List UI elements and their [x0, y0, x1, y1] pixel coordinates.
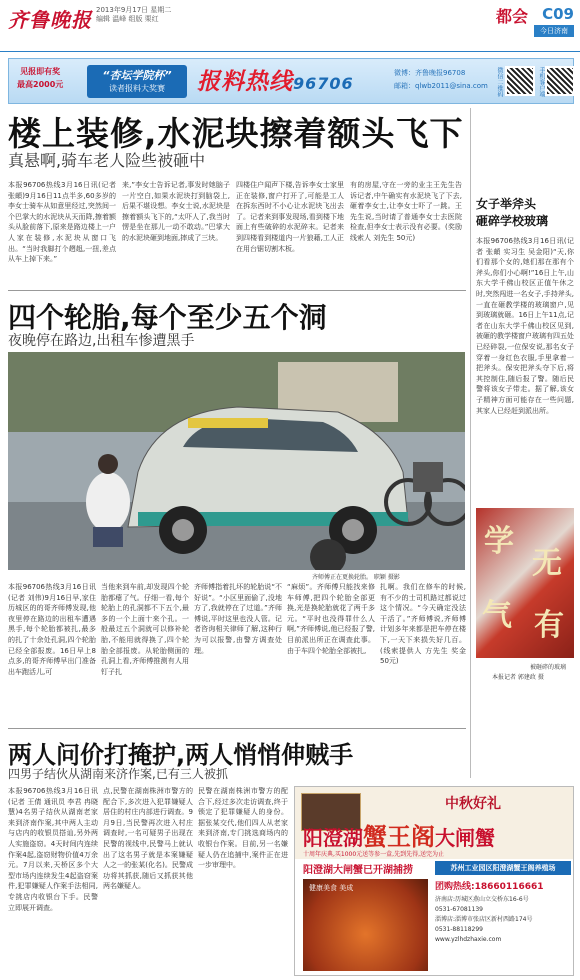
story2-col3: 齐师傅指着扎坏的轮胎说“不好说”。“小区里面偷了,没地方了,我就停在了过道。”齐师傅说,平时这里也没人管。记者咨询相关律师了解,这种行为可以报警,由警方调查处理。 [194, 583, 282, 655]
ad-address-jinan: 济南店:历城区燕山立交桥东16-6号 [435, 896, 529, 903]
qr2-label: 手机客户端 [538, 67, 545, 97]
hotline-banner [8, 58, 574, 104]
ad-brand-part2: 蟹王阁 [363, 823, 435, 851]
story3-col3: 民警在湖南株洲市警方的配合下,经过多次走访调查,终于锁定了犯罪嫌疑人的身份。据张某交代,他们四人从老家来到济南,专门挑选商场内的收银台作案。目前,另一名嫌疑人仍在追捕中,案件正在进一步审理中。 [198, 787, 288, 870]
ad-farm-name: 苏州工业园区阳澄湖蟹王阁养殖场 [435, 861, 571, 875]
newspaper-logo: 齐鲁晚报 [8, 8, 92, 32]
ad-brand [303, 817, 495, 852]
story2-col1: 本报96706热线3月16日讯(记者 刘伟)9月16日早,家住历城区的的哥齐师傅发现,他夜里停在路边的出租车遭遇黑手,每个轮胎都被扎,最多的扎了十余处孔洞,四个轮胎已经全部报废。16日早上8点多,的哥齐师傅早出门准备出车跑活儿,可 [8, 583, 96, 676]
contact-info [394, 67, 488, 93]
ad-addresses [435, 895, 571, 945]
section-name: 都会 [495, 7, 528, 26]
ad-phone2: 0531-88118299 [435, 926, 483, 933]
divider [8, 290, 466, 291]
contest-name: “杏坛学院杯” [102, 69, 172, 82]
issue-date: 2013年9月17日 星期二 [96, 6, 172, 14]
crab-advertisement [294, 786, 574, 976]
ad-phone1: 0531-67081139 [435, 906, 483, 913]
story2-subhead: 夜晚停在路边,出租车惨遭黑手 [8, 333, 195, 349]
editors-line: 编辑 温峰 组版 栗红 [96, 15, 159, 23]
banner-prize-line2: 最高2000元 [17, 80, 64, 89]
ad-hotline-label: 团购热线: [435, 882, 475, 892]
story3-col2: 点,民警在湖南株洲市警方的配合下,多次进入犯罪嫌疑人居住的村庄内部进行调查。9月9日,当民警再次进入村庄调查时,一名可疑男子出现在民警的视线中,民警马上就认出了这名男子就是本案嫌疑人之一的张某(化名)。民警成功将其抓获,随后又抓获其他两名嫌疑人。 [103, 787, 193, 891]
dateline [96, 6, 171, 24]
qr-code-icon [545, 66, 575, 96]
story2-photo-caption: 齐师傅正在更换轮胎。 职颖 摄影 [312, 574, 400, 581]
story1-col3: 四楼住户闻声下楼,告诉李女士家里正在装修,窗户打开了,可能是工人在拆东西时不小心让水泥块飞出去了。记者来到事发现场,看到楼下地面上有些破碎的水泥碎末。记者来到四楼看到楼道内一片狼藉,工人正在用台锯切割木板。 [236, 181, 344, 253]
story2-headline: 四个轮胎,每个至少五个洞 [8, 301, 327, 334]
taxi-photo-illustration [8, 352, 465, 570]
hotline-title [197, 63, 354, 96]
photo-glyph: 学 [484, 524, 514, 559]
story1-col4: 有的房屋,守在一旁的业主王先生告诉记者,中午确实有水泥块飞了下去,砸着李女士,让李女士吓了一跳。王先生说,当时请了普通李女士去医院检查,但李女士表示没有必要。(奖励线索人 刘先生 50元) [350, 181, 462, 242]
story3-col1: 本报96706热线3月16日讯(记者 王倩 通讯员 李君 冉晓慧)4名男子结伙从湖南老家来到济南作案,其中两人主动与店内的收银员搭讪,另外两人实施盗窃。4天时间内连续作案4起,盗窃财物价值4万余元。7月以来,天桥区多个大型市场内连续发生4起盗窃案件,犯罪嫌疑人作案手法相同,专挑店内收银台下手。民警立即展开调查。 [8, 787, 98, 912]
ad-address-zibo: 淄博店:淄博市张店区新村西路174号 [435, 916, 533, 923]
sidebar-caption: 被砸碎的玻璃 [530, 664, 567, 671]
story3-subhead: 四男子结伙从湖南来济作案,已有三人被抓 [8, 767, 228, 781]
column-divider [470, 108, 471, 778]
sub-section-label: 今日济南 [534, 25, 574, 37]
sidebar-headline-line1: 女子举斧头 [476, 197, 537, 211]
banner-prize-text [17, 65, 63, 91]
story1-col1: 本报96706热线3月16日讯(记者 张頔)9月16日11点半多,60多岁的李女士骑车从如意里经过,突然间一个巴掌大的水泥块从天而降,擦着额头从脸前落下,原来是路边楼上一户人家在装修,水泥块从窗口飞出。“当时我脚打个趔趄,一扭,差点从车上掉下来。” [8, 181, 116, 264]
ad-hotline-number: 18660116661 [474, 882, 544, 892]
weibo-text: 微博：齐鲁晚报96708 [394, 69, 466, 77]
contest-badge [87, 65, 187, 98]
sidebar-body: 本报96706热线3月16日讯(记者 张頔 实习生 吴金阳)“天,你们看那个女的,她们那在那有个斧头,你们小心啊!”16日上午,山东大学千佛山校区正值午休之时,突然闯进一名女子,手持斧头,一直在砸教学楼的玻璃窗户,见到玻璃就砸。16日上午11点,记者在山东大学千佛山校区见到,被砸的教学楼窗户玻璃有四五处已经碎裂,一位保安说,那名女子穿着一身红色衣服,手里拿着一把斧头。保安把斧头夺下后,将其控制住,随后报了警。随后民警将该女子带走。据了解,该女子精神方面可能存在一些问题,其家人已经赶到派出所。 [476, 237, 574, 415]
taxi-tire-photo [8, 352, 465, 570]
ad-website: www.yzlhdzhaxie.com [435, 936, 502, 943]
ad-brand-part1: 阳澄湖 [303, 826, 363, 850]
broken-glass-photo [476, 508, 574, 658]
story3-headline: 两人问价打掩护,两人悄悄伸贼手 [8, 741, 354, 769]
photo-glyph: 有 [534, 608, 564, 643]
page-code: C09 [542, 5, 574, 23]
hotline-number: 96706 [293, 74, 354, 93]
qr-code-icon [505, 66, 535, 96]
story2-col4: “麻烦”。齐师傅只能找来修车师傅,把四个轮胎全部更换,光是换轮胎就花了两千多元。“平时也没得罪什么人啊,”齐师傅说,他已经报了警,目前派出所正在调查此事。由于车四个轮胎全部被扎, [287, 583, 375, 655]
ad-brand-part3: 大闸蟹 [435, 826, 495, 850]
email-text: 邮箱：qlwb2011@sina.com [394, 82, 488, 90]
ad-top-label: 中秋好礼 [445, 796, 501, 812]
story2-col2: 当他来到车前,却发现四个轮胎都瘪了气。仔细一看,每个轮胎上的孔洞都不下五个,最多的一个上面十来个孔。一般最过五个洞就可以修补轮胎,不能用就得换了,四个轮胎全部报废。从轮胎侧面的孔洞上看,齐师傅推测有人用钉子扎 [101, 583, 189, 676]
divider [8, 728, 466, 729]
contest-subtitle: 读者报料大奖赛 [109, 84, 165, 93]
story1-col2: 来,”李女士告诉记者,事发时她脑子一片空白,如果水泥块打到脑袋上,后果不堪设想。李女士说,水泥块是擦着额头飞下的,“太吓人了,我当时愣是坐在那儿一动不敢动。”巴掌大的水泥块砸到地面,摔成了三块。 [122, 181, 230, 242]
sidebar-photo-credit: 本报记者 郭建政 摄 [492, 674, 544, 681]
ad-hotline [435, 879, 544, 892]
banner-prize-line1: 见报即有奖 [20, 67, 61, 76]
story1-subhead: 真悬啊,骑车老人险些被砸中 [8, 151, 206, 170]
story2-col5: 扎啊。我们在修车的时候,有不少的士司机路过都说过这个情况。“今天确定没法干活了。”齐师傅说,齐师傅计划多年来都是把车停在楼下,一天下来损失好几百。(线索提供人 方先生 奖金50元) [380, 583, 466, 666]
photo-glyph: 气 [482, 598, 512, 633]
ad-note: 健康美食 美成 [309, 884, 354, 892]
masthead [0, 0, 580, 52]
hotline-label: 报料热线 [197, 69, 293, 95]
story1-headline: 楼上装修,水泥块擦着额头飞下 [8, 114, 464, 153]
sidebar-headline-line2: 砸碎学校玻璃 [476, 214, 549, 228]
ad-harvest-line: 阳澄湖大闸蟹已开湖捕捞 [303, 865, 413, 876]
ad-promo-line: 十周年庆典,买1000元送等参一盒,先到先得,送完为止 [303, 851, 444, 858]
photo-glyph: 无 [532, 546, 562, 581]
sidebar-headline [476, 196, 548, 230]
qr1-label: 微信二维码 [496, 67, 503, 97]
